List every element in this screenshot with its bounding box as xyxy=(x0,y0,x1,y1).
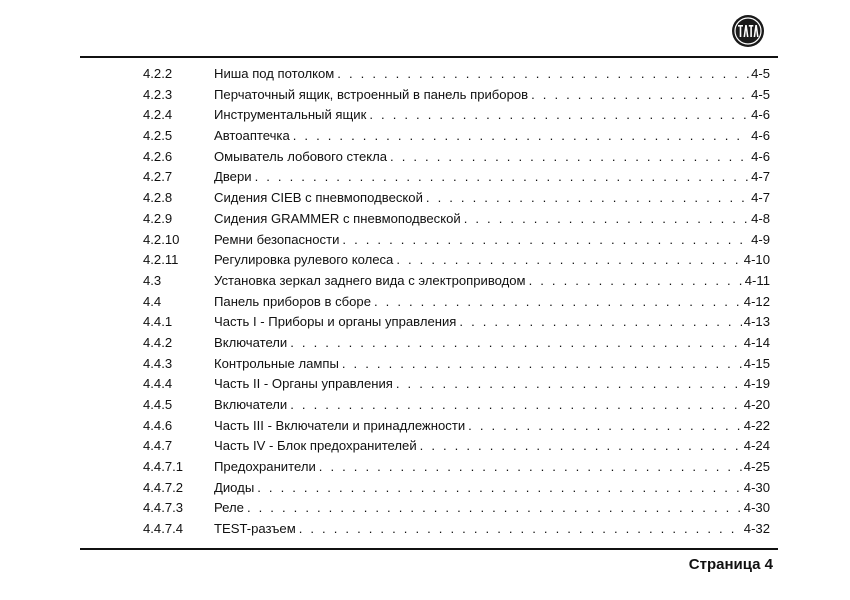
toc-entry-title: Включатели xyxy=(214,334,288,350)
toc-entry-title: Установка зеркал заднего вида с электроприводом xyxy=(214,272,526,288)
toc-entry[interactable] xyxy=(143,105,770,126)
toc-entry[interactable] xyxy=(143,519,770,540)
toc-dot-leader xyxy=(374,292,742,313)
toc-entry-page: 4-7 xyxy=(751,190,770,206)
toc-entry-page: 4-15 xyxy=(743,355,770,371)
toc-dot-leader xyxy=(396,250,741,271)
toc-entry-title: Сидения CIEB с пневмоподвеской xyxy=(214,190,423,206)
toc-entry-title: Реле xyxy=(214,500,244,516)
toc-entry-title: TEST-разъем xyxy=(214,521,296,537)
toc-entry-number: 4.4.7.2 xyxy=(143,479,184,495)
toc-entry-page: 4-22 xyxy=(743,417,770,433)
toc-entry[interactable] xyxy=(143,85,770,106)
toc-dot-leader xyxy=(290,395,742,416)
toc-entry-title: Контрольные лампы xyxy=(214,355,339,371)
toc-dot-leader xyxy=(529,271,743,292)
toc-entry-number: 4.2.6 xyxy=(143,148,173,164)
toc-entry-number: 4.2.8 xyxy=(143,190,173,206)
toc-entry[interactable] xyxy=(143,147,770,168)
header-rule xyxy=(80,56,778,58)
toc-entry[interactable] xyxy=(143,188,770,209)
toc-entry[interactable] xyxy=(143,250,770,271)
toc-dot-leader xyxy=(255,167,750,188)
toc-entry-page: 4-5 xyxy=(751,66,770,81)
toc-dot-leader xyxy=(420,436,742,457)
toc-dot-leader xyxy=(337,64,749,85)
toc-entry-page: 4-14 xyxy=(743,334,770,350)
toc-entry[interactable] xyxy=(143,126,770,147)
toc-entry-page: 4-9 xyxy=(751,231,770,247)
toc-entry[interactable] xyxy=(143,312,770,333)
toc-entry-page: 4-30 xyxy=(743,500,770,516)
toc-entry-title: Панель приборов в сборе xyxy=(214,293,371,309)
table-of-contents xyxy=(143,64,770,540)
toc-entry-title: Инструментальный ящик xyxy=(214,107,367,123)
toc-entry-title: Часть IV - Блок предохранителей xyxy=(214,438,417,454)
toc-dot-leader xyxy=(396,374,742,395)
toc-entry-page: 4-12 xyxy=(743,293,770,309)
toc-dot-leader xyxy=(531,85,749,106)
toc-entry-number: 4.2.11 xyxy=(143,252,179,268)
toc-entry[interactable] xyxy=(143,374,770,395)
toc-entry-page: 4-24 xyxy=(743,438,770,454)
toc-entry-page: 4-6 xyxy=(751,107,770,123)
toc-entry-number: 4.2.7 xyxy=(143,169,173,185)
toc-entry-title: Часть I - Приборы и органы управления xyxy=(214,314,457,330)
toc-entry-title: Двери xyxy=(214,169,252,185)
toc-entry-number: 4.4.1 xyxy=(143,314,173,330)
toc-entry-page: 4-5 xyxy=(751,86,770,102)
page-number: Страница 4 xyxy=(688,556,773,573)
toc-entry-title: Включатели xyxy=(214,397,288,412)
toc-entry-number: 4.4.3 xyxy=(143,355,173,371)
toc-entry-number: 4.2.10 xyxy=(143,231,180,247)
toc-entry-title: Автоаптечка xyxy=(214,128,290,144)
toc-entry-page: 4-6 xyxy=(751,128,770,144)
toc-entry-number: 4.4.4 xyxy=(143,376,173,392)
toc-entry-title: Ниша под потолком xyxy=(214,66,335,81)
toc-entry[interactable] xyxy=(143,436,770,457)
toc-dot-leader xyxy=(319,457,742,478)
toc-entry-number: 4.4 xyxy=(143,293,162,309)
toc-entry-number: 4.2.4 xyxy=(143,107,173,123)
toc-entry-title: Перчаточный ящик, встроенный в панель приборов xyxy=(214,86,529,102)
toc-dot-leader xyxy=(369,105,749,126)
toc-entry-title: Диоды xyxy=(214,479,255,495)
toc-entry[interactable] xyxy=(143,478,770,499)
toc-dot-leader xyxy=(468,416,742,437)
toc-entry-number: 4.2.5 xyxy=(143,128,173,144)
toc-dot-leader xyxy=(290,333,742,354)
toc-entry-page: 4-25 xyxy=(743,459,770,475)
toc-entry[interactable] xyxy=(143,64,770,85)
toc-entry-title: Часть II - Органы управления xyxy=(214,376,393,392)
toc-entry[interactable] xyxy=(143,395,770,416)
toc-entry-page: 4-10 xyxy=(743,252,770,268)
toc-entry-page: 4-32 xyxy=(743,521,770,537)
toc-entry[interactable] xyxy=(143,498,770,519)
toc-entry-number: 4.4.7.4 xyxy=(143,521,184,537)
toc-entry[interactable] xyxy=(143,209,770,230)
toc-entry-title: Часть III - Включатели и принадлежности xyxy=(214,417,466,433)
toc-entry-title: Омыватель лобового стекла xyxy=(214,148,388,164)
toc-entry-number: 4.4.5 xyxy=(143,397,173,412)
toc-entry-title: Сидения GRAMMER с пневмоподвеской xyxy=(214,210,461,226)
toc-entry[interactable] xyxy=(143,354,770,375)
toc-dot-leader xyxy=(464,209,749,230)
toc-dot-leader xyxy=(299,519,742,540)
footer-rule xyxy=(80,548,778,550)
toc-entry-title: Ремни безопасности xyxy=(214,231,340,247)
toc-entry-number: 4.2.2 xyxy=(143,66,173,81)
toc-entry[interactable] xyxy=(143,292,770,313)
toc-entry-page: 4-8 xyxy=(751,210,770,226)
toc-entry-page: 4-30 xyxy=(743,479,770,495)
toc-entry[interactable] xyxy=(143,333,770,354)
toc-dot-leader xyxy=(459,312,741,333)
toc-entry-page: 4-19 xyxy=(743,376,770,392)
toc-entry-number: 4.4.2 xyxy=(143,334,173,350)
toc-entry-page: 4-20 xyxy=(743,397,770,412)
toc-dot-leader xyxy=(342,230,749,251)
toc-dot-leader xyxy=(426,188,749,209)
toc-entry[interactable] xyxy=(143,167,770,188)
toc-dot-leader xyxy=(257,478,742,499)
toc-entry-title: Регулировка рулевого колеса xyxy=(214,252,394,268)
toc-dot-leader xyxy=(390,147,749,168)
toc-entry-page: 4-11 xyxy=(744,272,770,288)
toc-entry-number: 4.4.7 xyxy=(143,438,173,454)
toc-entry-number: 4.2.3 xyxy=(143,86,173,102)
toc-dot-leader xyxy=(293,126,749,147)
toc-entry-title: Предохранители xyxy=(214,459,316,475)
toc-entry-number: 4.4.7.3 xyxy=(143,500,184,516)
toc-entry-number: 4.4.6 xyxy=(143,417,173,433)
toc-entry[interactable] xyxy=(143,457,770,478)
toc-entry-number: 4.3 xyxy=(143,272,162,288)
toc-entry-page: 4-6 xyxy=(751,148,770,164)
toc-entry[interactable] xyxy=(143,416,770,437)
toc-dot-leader xyxy=(247,498,742,519)
tatra-logo-icon xyxy=(731,14,765,48)
toc-entry[interactable] xyxy=(143,230,770,251)
toc-entry-page: 4-7 xyxy=(751,169,770,185)
toc-entry-number: 4.4.7.1 xyxy=(143,459,184,475)
toc-dot-leader xyxy=(342,354,742,375)
toc-entry-number: 4.2.9 xyxy=(143,210,173,226)
toc-entry[interactable] xyxy=(143,271,770,292)
toc-entry-page: 4-13 xyxy=(743,314,770,330)
